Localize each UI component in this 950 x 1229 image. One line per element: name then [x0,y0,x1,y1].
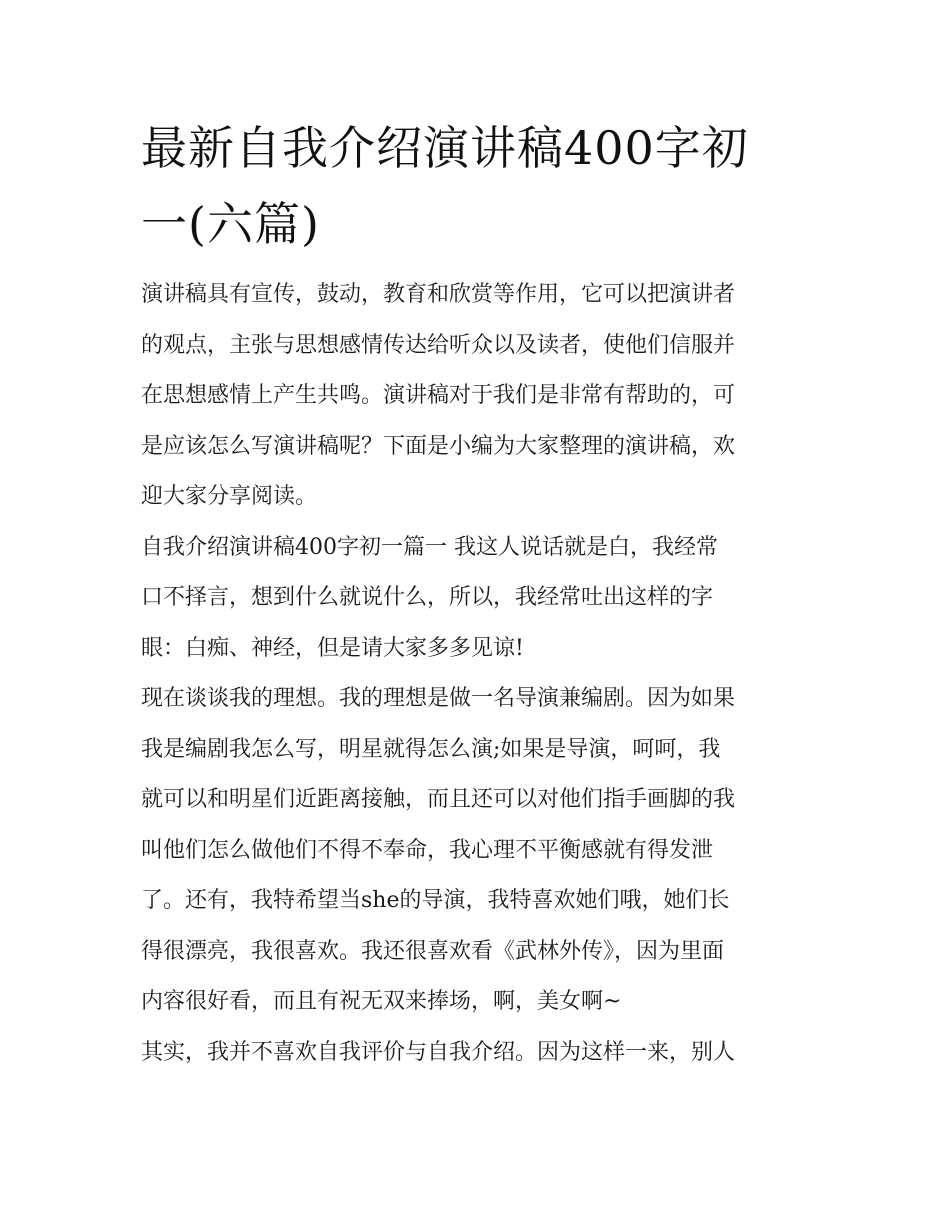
text-line: 的观点，主张与思想感情传达给听众以及读者，使他们信服并 [141,332,736,358]
text-line: 眼：白痴、神经，但是请大家多多见谅! [141,635,524,661]
title-line: 一(六篇) [141,197,320,251]
text-line: 现在谈谈我的理想。我的理想是做一名导演兼编剧。因为如果 [141,686,736,711]
text-line: 就可以和明星们近距离接触，而且还可以对他们指手画脚的我 [141,787,736,812]
text-line: 叫他们怎么做他们不得不奉命，我心理不平衡感就有得发泄 [141,837,714,863]
closing-paragraph [141,1028,813,1079]
text-line: 是应该怎么写演讲稿呢？下面是小编为大家整理的演讲稿，欢 [141,433,736,459]
text-line: 在思想感情上产生共鸣。演讲稿对于我们是非常有帮助的，可 [141,383,736,408]
document-page [141,110,813,1078]
text-line: 其实，我并不喜欢自我评价与自我介绍。因为这样一来，别人 [141,1039,736,1065]
text-line: 了。还有，我特希望当she的导演，我特喜欢她们哦，她们长 [141,888,730,913]
document-title [141,110,813,262]
intro-paragraph [141,270,813,523]
text-line: 自我介绍演讲稿400字初一篇一 我这人说话就是白，我经常 [141,534,718,560]
text-line: 口不择言，想到什么就说什么，所以，我经常吐出这样的字 [141,585,714,610]
text-line: 迎大家分享阅读。 [141,484,318,509]
text-line: 内容很好看，而且有祝无双来捧场，啊，美女啊~ [141,989,622,1014]
ideal-paragraph [141,674,813,1028]
title-line: 最新自我介绍演讲稿400字初 [141,121,749,175]
text-line: 得很漂亮，我很喜欢。我还很喜欢看《武林外传》，因为里面 [141,938,725,964]
text-line: 演讲稿具有宣传，鼓动，教育和欣赏等作用，它可以把演讲者 [141,282,736,307]
text-line: 我是编剧我怎么写，明星就得怎么演;如果是导演，呵呵，我 [141,736,721,762]
speech-one-paragraph [141,523,813,675]
